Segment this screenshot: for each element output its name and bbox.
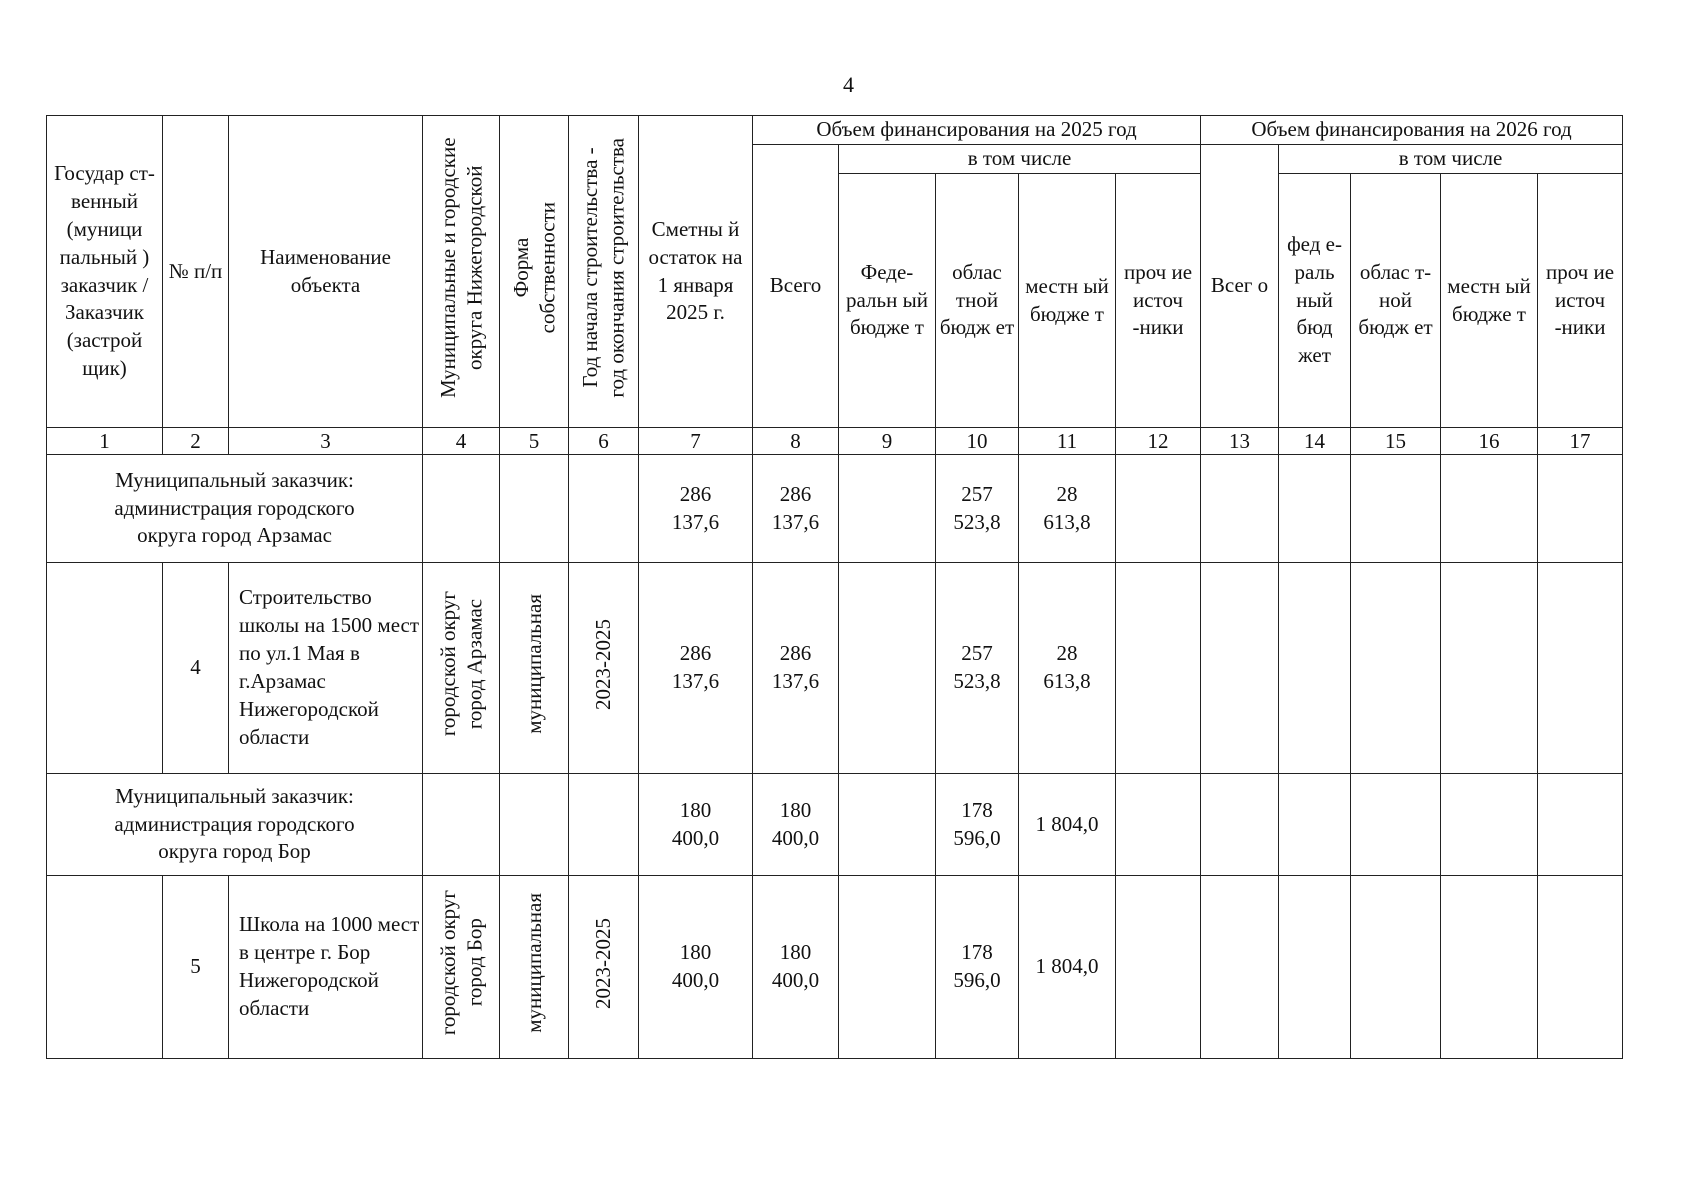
header-total-2025: Всего <box>753 145 839 428</box>
item-years <box>569 876 639 1059</box>
header-reg-2026: облас т-ной бюдж ет <box>1351 174 1441 428</box>
item-municipality-line2: город Бор <box>462 919 486 1008</box>
header-incl-2025: в том числе <box>839 145 1201 174</box>
item-municipality-line2: город Арзамас <box>462 598 486 730</box>
item-total-2025: 180 400,0 <box>753 876 839 1059</box>
header-remainder: Сметны й остаток на 1 января 2025 г. <box>639 116 753 428</box>
column-number: 5 <box>500 428 569 455</box>
group-local-2025: 28 613,8 <box>1019 455 1116 563</box>
header-name: Наименование объекта <box>229 116 423 428</box>
group-title: Муниципальный заказчик: администрация городского округа город Арзамас <box>47 455 423 563</box>
column-number: 3 <box>229 428 423 455</box>
column-number: 17 <box>1538 428 1623 455</box>
column-numbers-row <box>47 428 1623 455</box>
item-municipality-line1: городской округ <box>435 890 460 1036</box>
header-fed-2025: Феде- ральн ый бюдже т <box>839 174 936 428</box>
column-number: 13 <box>1201 428 1279 455</box>
group-local-2025: 1 804,0 <box>1019 774 1116 876</box>
item-total-2025: 286 137,6 <box>753 563 839 774</box>
group-regional-2025: 257 523,8 <box>936 455 1019 563</box>
column-number: 12 <box>1116 428 1201 455</box>
item-municipality <box>423 876 500 1059</box>
header-ownership-line1: Форма <box>508 237 533 298</box>
column-number: 6 <box>569 428 639 455</box>
header-ownership <box>500 116 569 428</box>
header-row-1 <box>47 116 1623 145</box>
item-local-2025: 28 613,8 <box>1019 563 1116 774</box>
item-row <box>47 563 1623 774</box>
item-ownership-text: муниципальная <box>521 594 546 734</box>
header-customer: Государ ст- венный (муници пальный ) заказчик / Заказчик (застрой щик) <box>47 116 163 428</box>
column-number: 15 <box>1351 428 1441 455</box>
item-regional-2025: 178 596,0 <box>936 876 1019 1059</box>
header-reg-2025: облас тной бюдж ет <box>936 174 1019 428</box>
item-remainder: 180 400,0 <box>639 876 753 1059</box>
header-incl-2026: в том числе <box>1279 145 1623 174</box>
group-title: Муниципальный заказчик: администрация городского округа город Бор <box>47 774 423 876</box>
header-fed-2026: фед е- раль ный бюд жет <box>1279 174 1351 428</box>
header-fin-2025: Объем финансирования на 2025 год <box>753 116 1201 145</box>
header-num: № п/п <box>163 116 229 428</box>
column-number: 4 <box>423 428 500 455</box>
item-regional-2025: 257 523,8 <box>936 563 1019 774</box>
group-regional-2025: 178 596,0 <box>936 774 1019 876</box>
header-ownership-line2: собственности <box>535 201 559 334</box>
group-row <box>47 774 1623 876</box>
column-number: 10 <box>936 428 1019 455</box>
column-number: 7 <box>639 428 753 455</box>
item-row <box>47 876 1623 1059</box>
group-total-2025: 286 137,6 <box>753 455 839 563</box>
column-number: 2 <box>163 428 229 455</box>
financing-table <box>46 115 1623 1059</box>
header-years-line2: год окончания строительства <box>604 137 629 398</box>
item-remainder: 286 137,6 <box>639 563 753 774</box>
column-number: 8 <box>753 428 839 455</box>
column-number: 14 <box>1279 428 1351 455</box>
item-years <box>569 563 639 774</box>
column-number: 1 <box>47 428 163 455</box>
header-oth-2026: проч ие источ -ники <box>1538 174 1623 428</box>
item-ownership <box>500 876 569 1059</box>
header-years <box>569 116 639 428</box>
item-name: Строительство школы на 1500 мест по ул.1 Мая в г.Арзамас Нижегородской области <box>229 563 423 774</box>
group-remainder: 286 137,6 <box>639 455 753 563</box>
item-municipality <box>423 563 500 774</box>
item-local-2025: 1 804,0 <box>1019 876 1116 1059</box>
header-total-2026: Всег о <box>1201 145 1279 428</box>
item-ownership <box>500 563 569 774</box>
item-years-text: 2023-2025 <box>591 917 616 1009</box>
header-loc-2025: местн ый бюдже т <box>1019 174 1116 428</box>
group-row <box>47 455 1623 563</box>
item-num: 5 <box>163 876 229 1059</box>
header-oth-2025: проч ие источ -ники <box>1116 174 1201 428</box>
column-number: 16 <box>1441 428 1538 455</box>
header-municipality <box>423 116 500 428</box>
item-ownership-text: муниципальная <box>521 893 546 1033</box>
page-number: 4 <box>843 72 854 97</box>
item-num: 4 <box>163 563 229 774</box>
header-fin-2026: Объем финансирования на 2026 год <box>1201 116 1623 145</box>
item-municipality-line1: городской округ <box>435 591 460 737</box>
column-number: 11 <box>1019 428 1116 455</box>
header-years-line1: Год начала строительства - <box>578 147 603 388</box>
group-total-2025: 180 400,0 <box>753 774 839 876</box>
item-name: Школа на 1000 мест в центре г. Бор Нижегородской области <box>229 876 423 1059</box>
header-loc-2026: местн ый бюдже т <box>1441 174 1538 428</box>
group-remainder: 180 400,0 <box>639 774 753 876</box>
column-number: 9 <box>839 428 936 455</box>
item-years-text: 2023-2025 <box>591 618 616 710</box>
header-municipality-text: Муниципальные и городские округа Нижегородской <box>435 137 486 398</box>
